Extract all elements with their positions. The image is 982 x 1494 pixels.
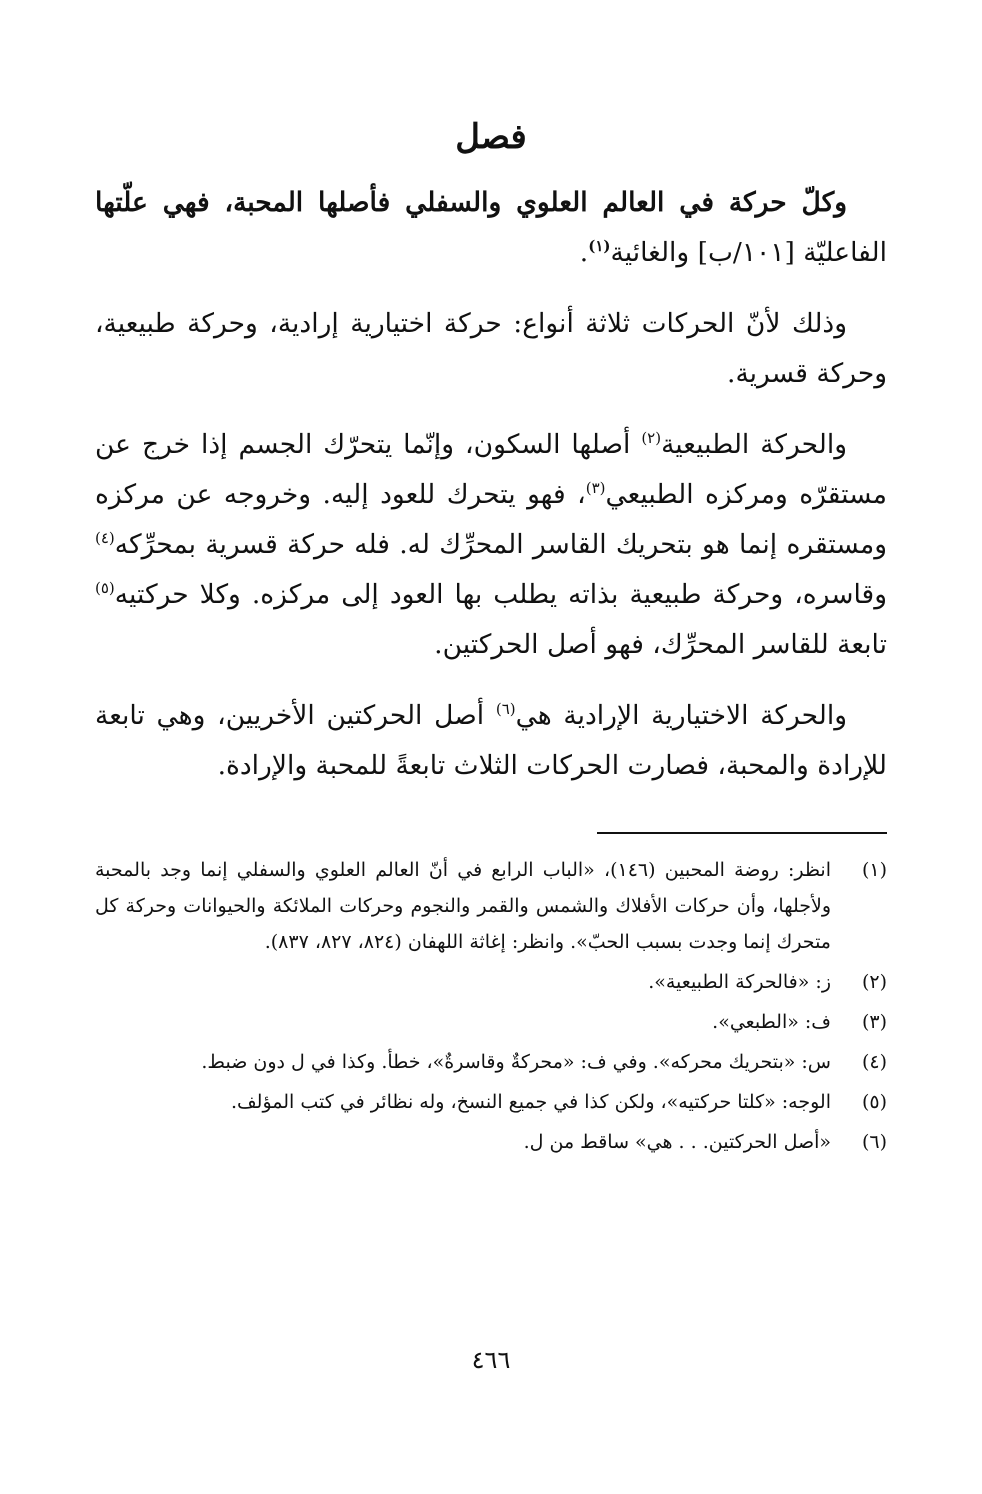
section-heading: فصل xyxy=(455,117,527,157)
footnote-6 xyxy=(95,1124,887,1160)
footnote-4 xyxy=(95,1044,887,1080)
footnote-ref-4: (٤) xyxy=(95,529,115,547)
footnote-1 xyxy=(95,852,887,960)
footnote-5 xyxy=(95,1084,887,1120)
paragraph-4-b: أصل الحركتين الأخريين، وهي تابعة للإرادة والمحبة، فصارت الحركات الثلاث تابعةً للمحبة والإرادة. xyxy=(95,700,887,781)
footnote-ref-3: (٣) xyxy=(585,479,606,497)
paragraph-3 xyxy=(95,420,887,670)
footnote-ref-5: (٥) xyxy=(95,579,115,597)
footnote-number: (٦) xyxy=(861,1131,887,1153)
paragraph-4 xyxy=(95,691,887,791)
paragraph-2: وذلك لأنّ الحركات ثلاثة أنواع: حركة اختيارية إرادية، وحركة طبيعية، وحركة قسرية. xyxy=(95,308,887,389)
paragraph-1-tail: الفاعليّة [١٠١/ب] والغائية xyxy=(610,237,887,268)
paragraph-1-end: . xyxy=(579,237,589,268)
footnote-number: (٢) xyxy=(861,971,887,993)
footnote-number: (١) xyxy=(861,859,887,881)
page-number: ٤٦٦ xyxy=(471,1346,511,1374)
footnote-separator xyxy=(597,832,887,834)
footnote-ref-6: (٦) xyxy=(495,700,516,718)
footnote-text: ف: «الطبعي». xyxy=(712,1011,831,1033)
footnote-ref-1: (١) xyxy=(588,237,611,255)
footnote-text: س: «بتحريك محركه». وفي ف: «محركةٌ وقاسرةٌ»، خطأ. وكذا في ل دون ضبط. xyxy=(201,1051,831,1073)
paragraph-3-d: وقاسره، وحركة طبيعية بذاته يطلب بها العود إلى مركزه. وكلا حركتيه xyxy=(114,579,887,610)
footnote-2 xyxy=(95,964,887,1000)
footnote-text: «أصل الحركتين. . . هي» ساقط من ل. xyxy=(523,1131,831,1153)
paragraph-4-a: والحركة الاختيارية الإرادية هي xyxy=(515,700,847,731)
paragraph-3-b: أصلها السكون، وإنّما يتحرّك الجسم إذا خرج عن مستقرّه ومركزه الطبيعي xyxy=(95,429,887,510)
footnote-text: ز: «فالحركة الطبيعية». xyxy=(648,971,831,993)
footnote-text: الوجه: «كلتا حركتيه»، ولكن كذا في جميع النسخ، وله نظائر في كتب المؤلف. xyxy=(230,1091,831,1113)
paragraph-3-a: والحركة الطبيعية xyxy=(661,429,847,460)
footnote-text: انظر: روضة المحبين (١٤٦)، «الباب الرابع في أنّ العالم العلوي والسفلي إنما وجد بالمحبة ولأجلها، وأن حركات الأفلاك والشمس والقمر والنجوم وحركات الملائكة والحيوانات وحركة كل متحرك إنما وجدت بسبب الحبّ». وانظر: إغاثة اللهفان (٨٢٤، ٨٢٧، ٨٣٧). xyxy=(95,859,831,953)
footnotes xyxy=(95,852,887,1164)
paragraph-1-bold: وكلّ حركة في العالم العلوي والسفلي فأصلها المحبة، فهي علّتها xyxy=(95,187,847,218)
paragraph-1 xyxy=(95,178,887,278)
paragraph-3-c: ، فهو يتحرك للعود إليه. وخروجه عن مركزه ومستقره إنما هو بتحريك القاسر المحرِّك له. فله حركة قسرية بمحرِّكه xyxy=(95,479,887,560)
footnote-number: (٣) xyxy=(861,1011,887,1033)
footnote-number: (٤) xyxy=(861,1051,887,1073)
paragraph-3-e: تابعة للقاسر المحرِّك، فهو أصل الحركتين. xyxy=(434,629,887,660)
footnote-number: (٥) xyxy=(861,1091,887,1113)
main-text xyxy=(95,178,887,812)
footnote-ref-2: (٢) xyxy=(641,429,662,447)
footnote-3 xyxy=(95,1004,887,1040)
